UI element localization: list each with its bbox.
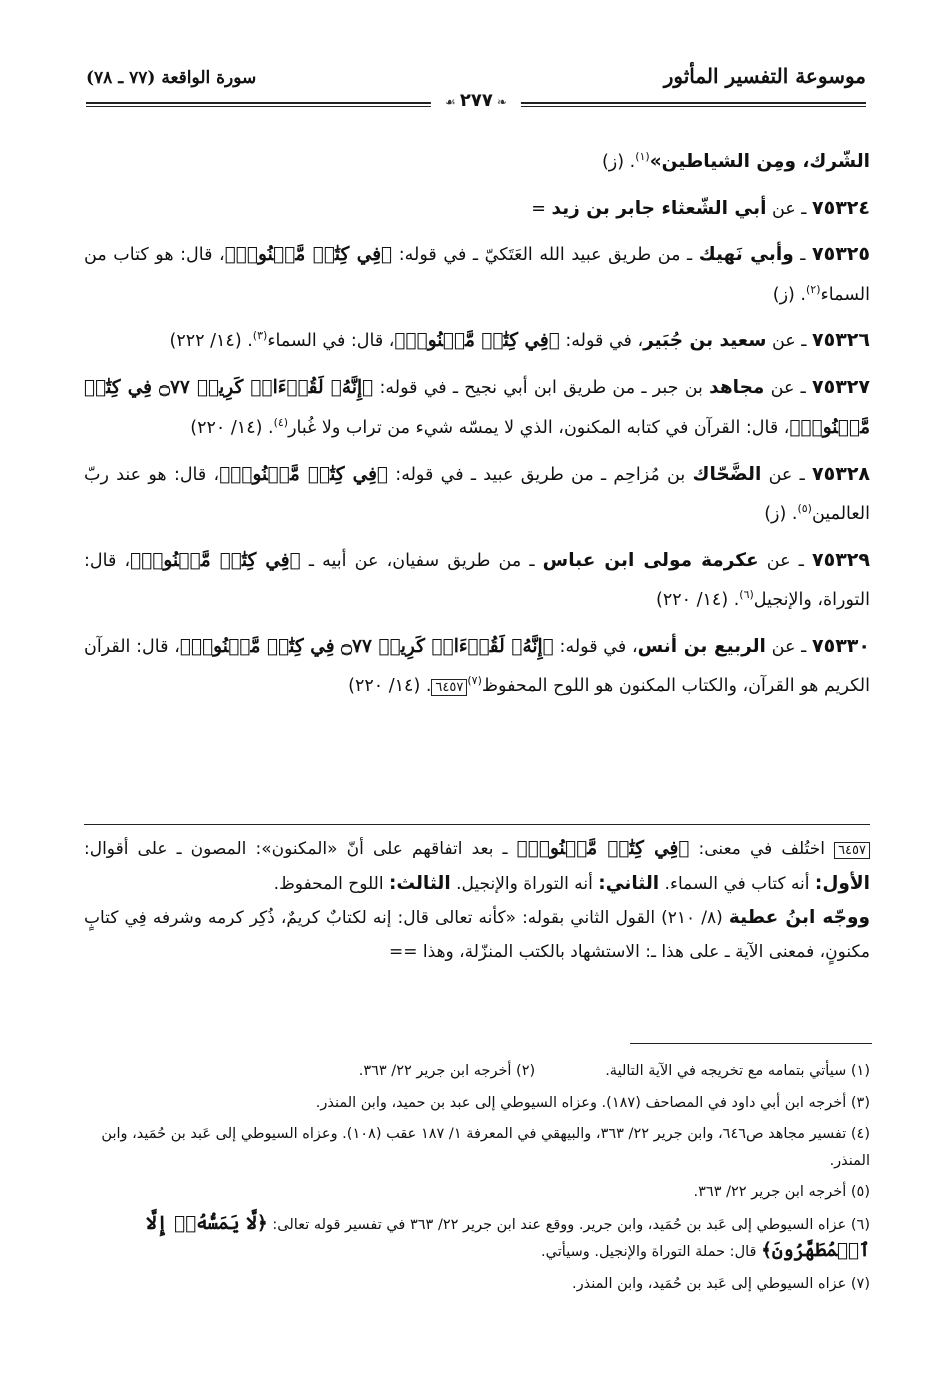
footnote-rule — [630, 1043, 872, 1044]
text: . (١٤/ ٢٢٢) — [169, 331, 253, 351]
text: ـ من طريق سفيان، عن أبيه ـ — [300, 550, 543, 571]
text: . (ز) — [601, 152, 636, 172]
text: ، في قوله: — [553, 636, 638, 657]
text: ـ عن — [766, 331, 813, 351]
ornament-icon: ☙ — [444, 95, 460, 109]
quran-verse: ﴿فِي كِتَٰبٖ مَّكۡنُونٖ﴾ — [219, 463, 389, 485]
text: ـ من طريق عبيد الله العَتَكيّ ـ في قوله: — [392, 245, 699, 265]
footnote-ref: (٦) — [739, 588, 754, 602]
text: ـ عن — [758, 550, 812, 571]
commentary-paragraph — [84, 832, 870, 901]
narration — [84, 235, 870, 315]
paragraph — [84, 142, 870, 183]
bold-label: الأول: — [814, 872, 870, 894]
page-number — [431, 90, 521, 111]
narrator-name: مجاهد — [709, 376, 765, 398]
text: . (ز) — [772, 284, 806, 305]
narration-number: ٧٥٣٢٥ — [812, 243, 870, 265]
narration — [84, 627, 870, 707]
text: . (١٤/ ٢٢٠) — [348, 676, 432, 696]
text: . (١٤/ ٢٢٠) — [190, 418, 274, 438]
bold-label: ووجّه ابنُ عطية — [728, 907, 870, 928]
text: ، في قوله: — [559, 331, 644, 351]
footnote-1: (١) سيأتي بتمامه مع تخريجه في الآية التالية. — [605, 1063, 870, 1079]
narrator-name: الضَّحّاك — [692, 463, 762, 485]
text: . (ز) — [764, 504, 798, 524]
narration-number: ٧٥٣٢٧ — [812, 375, 870, 398]
quran-verse: ﴿فِي كِتَٰبٖ مَّكۡنُونٖ﴾ — [224, 244, 393, 265]
commentary-rule — [84, 824, 870, 825]
footnote-5: (٥) أخرجه ابن جرير ٢٢/ ٣٦٣. — [693, 1184, 870, 1200]
narration-number: ٧٥٣٢٦ — [812, 329, 870, 351]
footnote — [84, 1058, 870, 1085]
narration — [84, 455, 870, 535]
text: الشّرك، ومِن الشياطين» — [649, 151, 870, 172]
ornament-icon: ❧ — [492, 95, 508, 109]
footnote-4: (٤) تفسير مجاهد ص٦٤٦، وابن جرير ٢٢/ ٣٦٣، والبيهقي في المعرفة ١/ ١٨٧ عقب (١٠٨). وعزاه السيوطي إلى عَبد بن حُمَيد، وابن المنذر. — [101, 1126, 870, 1169]
bold-label: الثالث: — [388, 872, 451, 894]
footnote-ref: (٥) — [797, 502, 812, 516]
text: اللوح المحفوظ. — [273, 873, 389, 894]
footnote — [84, 1179, 870, 1206]
page-header — [86, 62, 866, 118]
quran-verse: ﴿فِي كِتَٰبٖ مَّكۡنُونٖ﴾ — [516, 838, 690, 859]
text: بن جبر ـ من طريق ابن أبي نجيح ـ في قوله: — [373, 377, 710, 398]
text: ـ عن — [764, 377, 813, 398]
commentary — [84, 832, 870, 969]
footnote — [84, 1121, 870, 1174]
text: أنه التوراة والإنجيل. — [450, 873, 599, 894]
narration-number: ٧٥٣٢٨ — [812, 462, 871, 485]
footnote-7: (٧) عزاه السيوطي إلى عَبد بن حُمَيد، وابن المنذر. — [572, 1275, 870, 1292]
text: اختُلف في معنى: — [689, 839, 835, 859]
main-text — [84, 142, 870, 713]
footnote-ref: (٢) — [806, 282, 821, 296]
footnote-2: (٢) أخرجه ابن جرير ٢٢/ ٣٦٣. — [358, 1063, 536, 1079]
text: ـ بعد اتفاقهم على أنّ «المكنون»: المصون ـ على أقوال: — [84, 839, 517, 859]
text: . (١٤/ ٢٢٠) — [656, 590, 740, 610]
book-title: موسوعة التفسير المأثور — [663, 64, 866, 88]
text: (٨/ ٢١٠) القول الثاني بقوله: «كأنه تعالى قال: إنه لكتابٌ كريمٌ، ذُكِر كرمه وشرفه فِي كتابٍ مكنونٍ، فمعنى الآية ـ على هذا ـ: الاستشهاد بالكتب المنزّلة، وهذا == — [84, 908, 870, 962]
narrator-name: عكرمة مولى ابن عباس — [542, 549, 759, 571]
text: ـ عن — [761, 464, 813, 485]
text: ، قال: في السماء — [267, 331, 395, 351]
commentary-ref-box: ٦٤٥٧ — [431, 679, 467, 696]
footnote-6: (٦) عزاه السيوطي إلى عَبد بن حُمَيد، وابن جرير. ووقع عند ابن جرير ٢٢/ ٣٦٣ في تفسير قوله تعالى: — [267, 1216, 870, 1233]
commentary-paragraph — [84, 901, 870, 969]
text: ، قال: القرآن في كتابه المكنون، الذي لا يمسّه شيء من تراب ولا غُبار — [288, 418, 790, 438]
footnotes — [84, 1058, 870, 1302]
text: بن مُزاحِم ـ من طريق عبيد ـ في قوله: — [388, 464, 693, 485]
narration-number: ٧٥٣٢٩ — [812, 548, 870, 571]
narrator-name: الربيع بن أنس — [637, 635, 766, 657]
text: ـ — [793, 245, 813, 265]
quran-verse: ﴿فِي كِتَٰبٖ مَّكۡنُونٖ﴾ — [130, 549, 301, 571]
narrator-name: أبي الشّعثاء جابر بن زيد — [551, 197, 767, 219]
text: ، قال: هو عند ربّ العالمين — [84, 464, 870, 524]
text: = — [531, 198, 552, 219]
narration — [84, 368, 870, 449]
footnote — [84, 1211, 870, 1266]
narrator-name: وأبي نَهيك — [698, 244, 794, 265]
text: أنه كتاب في السماء. — [659, 873, 815, 894]
footnote-ref: (١) — [635, 150, 650, 164]
page-number-text: ٢٧٧ — [459, 90, 493, 111]
narration-number: ٧٥٣٢٤ — [812, 196, 870, 219]
text: ـ عن — [765, 636, 813, 657]
quran-verse: ﴿إِنَّهُۥ لَقُرۡءَانٞ كَرِيمٞ ۝٧٧ فِي كِتَٰبٖ مَّكۡنُونٖ﴾ — [84, 376, 870, 438]
narration — [84, 321, 870, 362]
narration — [84, 541, 870, 621]
footnote-ref: (٤) — [273, 416, 289, 430]
bold-label: الثاني: — [598, 872, 660, 894]
text: ـ عن — [766, 198, 813, 219]
text: ، قال: التوراة، والإنجيل — [84, 550, 870, 610]
quran-verse: ﴿إِنَّهُۥ لَقُرۡءَانٞ كَرِيمٞ ۝٧٧ فِي كِتَٰبٖ مَّكۡنُونٖ﴾ — [179, 635, 554, 657]
quran-verse: ﴿فِي كِتَٰبٖ مَّكۡنُونٖ﴾ — [394, 330, 560, 351]
footnote-3: (٣) أخرجه ابن أبي داود في المصاحف (١٨٧). وعزاه السيوطي إلى عبد بن حميد، وابن المنذر. — [315, 1094, 870, 1111]
narration — [84, 189, 870, 230]
footnote-6-tail: قال: حملة التوراة والإنجيل. وسيأتي. — [541, 1244, 762, 1260]
quran-verse: ﴿لَّا يَمَسُّهُۥٓ إِلَّا ٱلۡمُطَهَّرُونَ﴾ — [145, 1212, 870, 1261]
footnote-ref: (٧) — [467, 674, 482, 688]
commentary-number-box: ٦٤٥٧ — [834, 842, 870, 859]
footnote-ref: (٣) — [252, 329, 268, 343]
narrator-name: سعيد بن جُبَير — [643, 330, 767, 351]
footnote — [84, 1090, 870, 1117]
footnote — [84, 1271, 870, 1298]
text: ، قال: القرآن الكريم هو القرآن، والكتاب المكنون هو اللوح المحفوظ — [84, 636, 870, 696]
text: ، قال: هو كتاب من السماء — [84, 245, 870, 305]
narration-number: ٧٥٣٣٠ — [812, 634, 870, 657]
surah-title: سورة الواقعة (٧٧ ـ ٧٨) — [86, 68, 257, 88]
